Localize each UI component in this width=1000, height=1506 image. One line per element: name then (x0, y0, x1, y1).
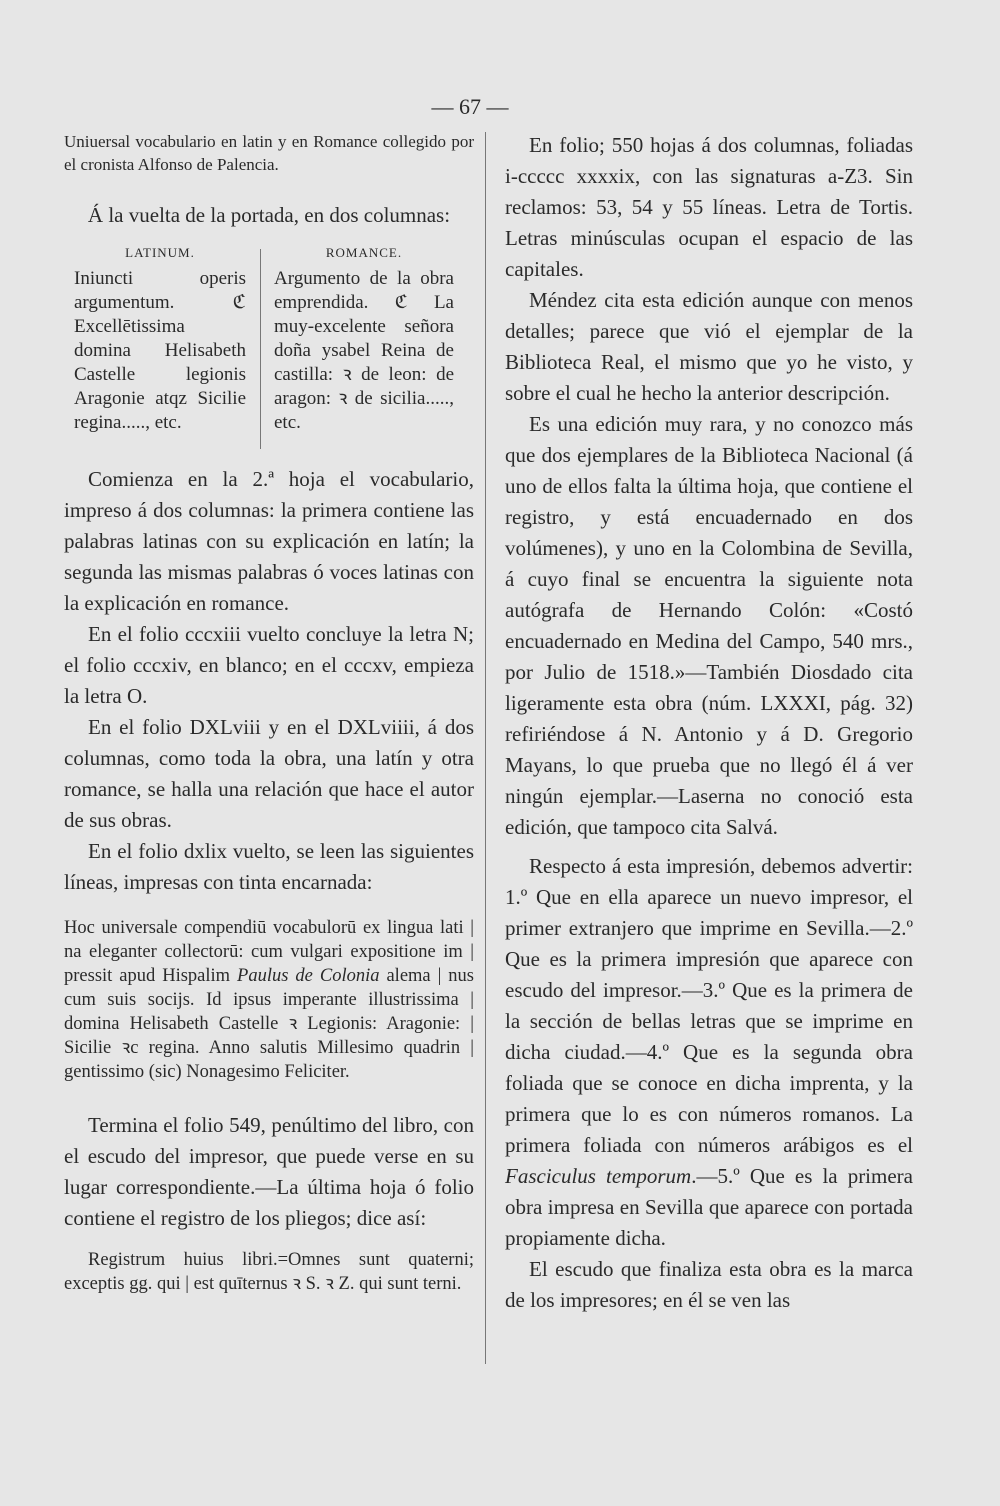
intro-line: Á la vuelta de la portada, en dos columnas: (87, 203, 451, 227)
paragraph-text: Respecto á esta impresión, debemos advertir: 1.º Que en ella aparece un nuevo impresor, el primer extranjero que imprime en Sevilla.—2.º Que es la primera impresión que aparece con escudo del impresor.—3.º Que es la primera de la sección de bellas letras que se imprime en dicha ciudad.—4.º Que es la segunda obra foliada que se conoce en dicha imprenta, y la primera que lo es con números romanos. La primera foliada con números arábigos es el (505, 854, 913, 1157)
right-column (505, 130, 913, 1316)
romance-heading: ROMANCE. (325, 245, 403, 260)
romance-text: Argumento de la obra emprendida. ℭ La muy-excelente señora doña ysabel Reina de castilla: ꝛ de leon: de aragon: ꝛ de sicilia....., etc. (274, 268, 454, 433)
page-number: — 67 — (431, 94, 509, 119)
romance-column (274, 245, 454, 435)
printer-name: Paulus de Colonia (237, 966, 380, 986)
paragraph: Méndez cita esta edición aunque con menos detalles; parece que vió el ejemplar de la Biblioteca Real, el mismo que yo he visto, y sobre el cual he hecho la anterior descripción. (505, 288, 913, 405)
paragraph: Comienza en la 2.ª hoja el vocabulario, impreso á dos columnas: la primera contiene las palabras latinas con su explicación en latín; la segunda las mismas palabras ó voces latinas con la explicación en romance. (64, 467, 474, 615)
work-reference: Fasciculus temporum (505, 1164, 692, 1188)
paragraph: En el folio DXLviii y en el DXLviiii, á dos columnas, como toda la obra, una latín y otra romance, se halla una relación que hace el autor de sus obras. (64, 715, 474, 832)
latin-text: Iniuncti operis argumentum. ℭ Excellētissima domina Helisabeth Castelle legionis Aragonie atqz Sicilie regina....., etc. (74, 268, 246, 433)
inner-divider (260, 249, 261, 449)
two-column-transcription (64, 245, 474, 460)
work-title: Uniuersal vocabulario en latin y en Romance collegido por el cronista Alfonso de Palencia. (64, 132, 474, 174)
paragraph (505, 851, 913, 1254)
column-divider (485, 132, 486, 1364)
quote-text: Hoc universale compendiū vocabulorū ex lingua lati | na eleganter collectorū: cum vulgari expositione im | pressit apud Hispalim (64, 918, 474, 986)
left-column (64, 130, 474, 1296)
paragraph: En el folio dxlix vuelto, se leen las siguientes líneas, impresas con tinta encarnada: (64, 839, 474, 894)
paragraph: El escudo que finaliza esta obra es la marca de los impresores; en él se ven las (505, 1257, 913, 1312)
paragraph: En el folio cccxiii vuelto concluye la letra N; el folio cccxiv, en blanco; en el cccxv, empieza la letra O. (64, 622, 474, 708)
paragraph: Es una edición muy rara, y no conozco más que dos ejemplares de la Biblioteca Nacional (á uno de ellos falta la última hoja, que contiene el registro, y está encuadernado en dos volúmenes), y uno en la Colombina de Sevilla, á cuyo final se encuentra la siguiente nota autógrafa de Hernando Colón: «Costó encuadernado en Medina del Campo, 540 mrs., por Julio de 1518.»—También Diosdado cita ligeramente esta obra (núm. LXXXI, pág. 32) refiriéndose á N. Antonio y á D. Gregorio Mayans, lo que prueba que no llegó él á ver ningún ejemplar.—Laserna no conoció esta edición, que tampoco cita Salvá. (505, 412, 913, 839)
colophon-quote (64, 916, 474, 1084)
latin-column (74, 245, 246, 435)
paragraph: En folio; 550 hojas á dos columnas, foliadas i-ccccc xxxxix, con las signaturas a-Z3. Sin reclamos: 53, 54 y 55 líneas. Letra de Tortis. Letras minúsculas ocupan el espacio de las capitales. (505, 133, 913, 281)
register-quote: Registrum huius libri.=Omnes sunt quaterni; exceptis gg. qui | est quīternus ꝛ S. ꝛ Z. qui sunt terni. (64, 1250, 474, 1294)
paragraph-text: .—5.º Que es la primera obra impresa en Sevilla que aparece con portada propiamente dicha. (505, 1164, 913, 1250)
paragraph: Termina el folio 549, penúltimo del libro, con el escudo del impresor, que puede verse en su lugar correspondiente.—La última hoja ó folio contiene el registro de los pliegos; dice así: (64, 1113, 474, 1230)
quote-text: alema | nus cum suis socijs. Id ipsus imperante illustrissima | domina Helisabeth Castelle ꝛ Legionis: Aragonie: | Sicilie ꝛc regina. Anno salutis Millesimo quadrin | gentissimo (sic) Nonagesimo Feliciter. (64, 966, 474, 1082)
latin-heading: LATINUM. (125, 245, 195, 260)
